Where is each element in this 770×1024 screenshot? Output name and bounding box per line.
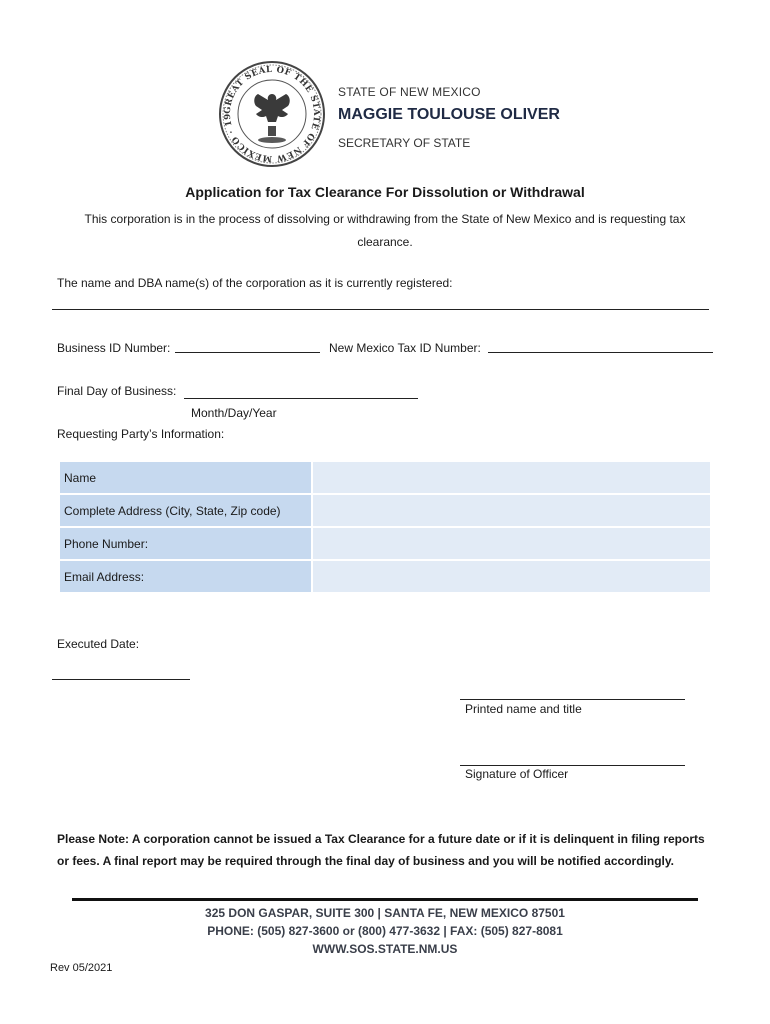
executed-date-field[interactable] [52, 679, 190, 680]
date-format-hint: Month/Day/Year [191, 406, 277, 420]
tax-id-label: New Mexico Tax ID Number: [329, 341, 481, 355]
footer-phone: PHONE: (505) 827-3600 or (800) 477-3632 | FAX: (505) 827-8081 [207, 924, 563, 938]
table-row [60, 561, 710, 592]
table-row [60, 528, 710, 559]
footer-divider [72, 898, 698, 901]
signature-field[interactable] [460, 765, 685, 766]
business-id-label: Business ID Number: [57, 341, 171, 355]
printed-name-label: Printed name and title [465, 702, 582, 716]
form-title: Application for Tax Clearance For Dissolution or Withdrawal [185, 184, 585, 200]
signature-label: Signature of Officer [465, 767, 569, 781]
phone-input[interactable] [311, 528, 710, 559]
requesting-party-label: Requesting Party’s Information: [57, 427, 225, 441]
footer-website: WWW.SOS.STATE.NM.US [312, 942, 458, 956]
address-input[interactable] [311, 495, 710, 526]
email-input[interactable] [311, 561, 710, 592]
final-day-field[interactable] [184, 398, 418, 399]
revision-date: Rev 05/2021 [50, 962, 113, 974]
header-state: STATE OF NEW MEXICO [338, 85, 481, 99]
phone-label: Phone Number: [60, 528, 311, 559]
state-seal [218, 60, 326, 168]
name-input[interactable] [311, 462, 710, 493]
corporation-name-field[interactable] [52, 309, 709, 310]
printed-name-field[interactable] [460, 699, 685, 700]
seal-text: GREAT SEAL OF THE STATE OF NEW MEXICO · 19 [222, 64, 322, 164]
please-note: Please Note: A corporation cannot be issued a Tax Clearance for a future date or if it is delinquent in filing reports or fees. A final report may be required through the final day of business and you will be notified accordingly. [57, 832, 705, 868]
business-id-field[interactable] [175, 352, 320, 353]
email-label: Email Address: [60, 561, 311, 592]
table-row [60, 495, 710, 526]
table-row [60, 462, 710, 493]
requesting-party-table [60, 460, 710, 594]
name-label: Name [60, 462, 311, 493]
tax-id-field[interactable] [488, 352, 713, 353]
footer-address: 325 DON GASPAR, SUITE 300 | SANTA FE, NEW MEXICO 87501 [205, 906, 565, 920]
header-office: SECRETARY OF STATE [338, 136, 471, 150]
executed-date-label: Executed Date: [57, 637, 140, 651]
header-secretary-name: MAGGIE TOULOUSE OLIVER [338, 106, 560, 123]
final-day-label: Final Day of Business: [57, 384, 177, 398]
corporation-name-label: The name and DBA name(s) of the corporation as it is currently registered: [57, 276, 453, 290]
address-label: Complete Address (City, State, Zip code) [60, 495, 311, 526]
form-intro: This corporation is in the process of dissolving or withdrawing from the State of New Mexico and is requesting tax clearance. [84, 212, 686, 249]
